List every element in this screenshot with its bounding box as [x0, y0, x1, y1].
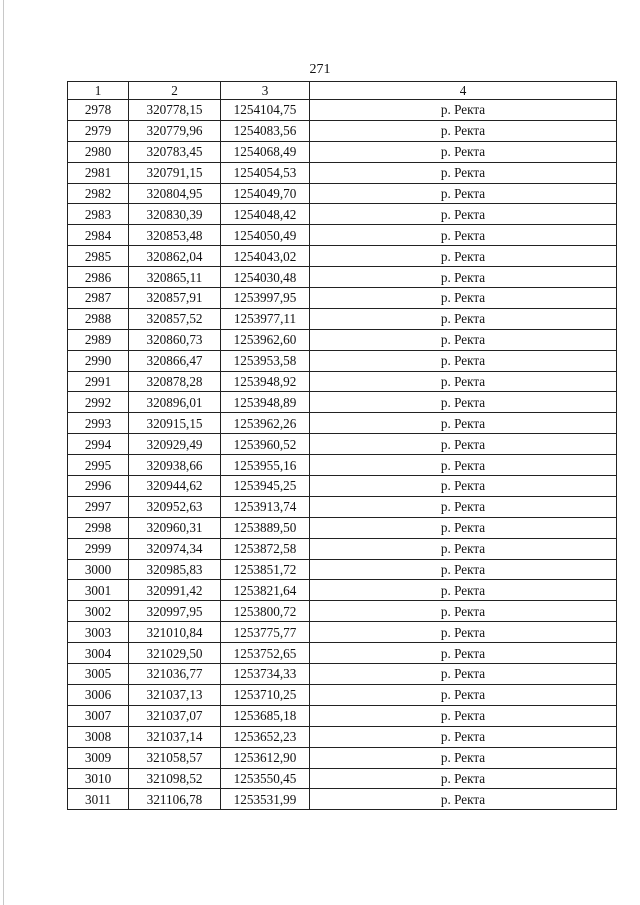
- y-coordinate-cell: 1254104,75: [221, 100, 310, 121]
- table-row: [68, 496, 617, 517]
- point-number-cell: 2989: [68, 329, 129, 350]
- x-coordinate-cell: 321037,07: [129, 705, 221, 726]
- description-cell: р. Ректа: [310, 747, 617, 768]
- table-row: [68, 100, 617, 121]
- description-cell: р. Ректа: [310, 684, 617, 705]
- y-coordinate-cell: 1253612,90: [221, 747, 310, 768]
- x-coordinate-cell: 321037,13: [129, 684, 221, 705]
- x-coordinate-cell: 320974,34: [129, 538, 221, 559]
- point-number-cell: 3011: [68, 789, 129, 810]
- table-row: [68, 434, 617, 455]
- description-cell: р. Ректа: [310, 768, 617, 789]
- page-number: 271: [309, 62, 331, 77]
- description-cell: р. Ректа: [310, 392, 617, 413]
- x-coordinate-cell: 321098,52: [129, 768, 221, 789]
- point-number-cell: 3003: [68, 622, 129, 643]
- y-coordinate-cell: 1253652,23: [221, 726, 310, 747]
- column-header: 1: [68, 82, 129, 100]
- point-number-cell: 2994: [68, 434, 129, 455]
- description-cell: р. Ректа: [310, 141, 617, 162]
- x-coordinate-cell: 320830,39: [129, 204, 221, 225]
- description-cell: р. Ректа: [310, 705, 617, 726]
- point-number-cell: 3004: [68, 643, 129, 664]
- y-coordinate-cell: 1254083,56: [221, 120, 310, 141]
- x-coordinate-cell: 320991,42: [129, 580, 221, 601]
- description-cell: р. Ректа: [310, 183, 617, 204]
- y-coordinate-cell: 1253821,64: [221, 580, 310, 601]
- point-number-cell: 2979: [68, 120, 129, 141]
- x-coordinate-cell: 320896,01: [129, 392, 221, 413]
- coordinates-table: [67, 81, 617, 810]
- y-coordinate-cell: 1253913,74: [221, 496, 310, 517]
- point-number-cell: 2988: [68, 308, 129, 329]
- x-coordinate-cell: 320997,95: [129, 601, 221, 622]
- x-coordinate-cell: 321036,77: [129, 664, 221, 685]
- description-cell: р. Ректа: [310, 601, 617, 622]
- description-cell: р. Ректа: [310, 225, 617, 246]
- table-row: [68, 455, 617, 476]
- x-coordinate-cell: 320985,83: [129, 559, 221, 580]
- table-row: [68, 664, 617, 685]
- x-coordinate-cell: 320878,28: [129, 371, 221, 392]
- x-coordinate-cell: 321010,84: [129, 622, 221, 643]
- table-row: [68, 246, 617, 267]
- table-row: [68, 705, 617, 726]
- description-cell: р. Ректа: [310, 413, 617, 434]
- table-row: [68, 643, 617, 664]
- y-coordinate-cell: 1254068,49: [221, 141, 310, 162]
- table-row: [68, 517, 617, 538]
- description-cell: р. Ректа: [310, 434, 617, 455]
- y-coordinate-cell: 1253872,58: [221, 538, 310, 559]
- description-cell: р. Ректа: [310, 455, 617, 476]
- point-number-cell: 2978: [68, 100, 129, 121]
- table-row: [68, 288, 617, 309]
- y-coordinate-cell: 1254030,48: [221, 267, 310, 288]
- description-cell: р. Ректа: [310, 622, 617, 643]
- x-coordinate-cell: 320929,49: [129, 434, 221, 455]
- point-number-cell: 2993: [68, 413, 129, 434]
- table-row: [68, 308, 617, 329]
- y-coordinate-cell: 1253960,52: [221, 434, 310, 455]
- point-number-cell: 3009: [68, 747, 129, 768]
- x-coordinate-cell: 320791,15: [129, 162, 221, 183]
- description-cell: р. Ректа: [310, 308, 617, 329]
- table-body: [68, 100, 617, 810]
- y-coordinate-cell: 1253685,18: [221, 705, 310, 726]
- description-cell: р. Ректа: [310, 288, 617, 309]
- x-coordinate-cell: 320866,47: [129, 350, 221, 371]
- x-coordinate-cell: 320944,62: [129, 476, 221, 497]
- point-number-cell: 2984: [68, 225, 129, 246]
- point-number-cell: 2997: [68, 496, 129, 517]
- y-coordinate-cell: 1254048,42: [221, 204, 310, 225]
- y-coordinate-cell: 1253889,50: [221, 517, 310, 538]
- description-cell: р. Ректа: [310, 329, 617, 350]
- table-row: [68, 747, 617, 768]
- scan-left-edge: [3, 0, 4, 905]
- x-coordinate-cell: 320783,45: [129, 141, 221, 162]
- table-row: [68, 267, 617, 288]
- column-header: 4: [310, 82, 617, 100]
- x-coordinate-cell: 321037,14: [129, 726, 221, 747]
- point-number-cell: 2991: [68, 371, 129, 392]
- description-cell: р. Ректа: [310, 580, 617, 601]
- table-row: [68, 141, 617, 162]
- y-coordinate-cell: 1253775,77: [221, 622, 310, 643]
- y-coordinate-cell: 1253948,92: [221, 371, 310, 392]
- point-number-cell: 2995: [68, 455, 129, 476]
- description-cell: р. Ректа: [310, 204, 617, 225]
- table-row: [68, 476, 617, 497]
- point-number-cell: 3001: [68, 580, 129, 601]
- x-coordinate-cell: 320804,95: [129, 183, 221, 204]
- point-number-cell: 3010: [68, 768, 129, 789]
- x-coordinate-cell: 320960,31: [129, 517, 221, 538]
- y-coordinate-cell: 1253997,95: [221, 288, 310, 309]
- point-number-cell: 2985: [68, 246, 129, 267]
- table-row: [68, 371, 617, 392]
- x-coordinate-cell: 320857,52: [129, 308, 221, 329]
- table-row: [68, 183, 617, 204]
- description-cell: р. Ректа: [310, 789, 617, 810]
- y-coordinate-cell: 1253550,45: [221, 768, 310, 789]
- x-coordinate-cell: 321058,57: [129, 747, 221, 768]
- point-number-cell: 2987: [68, 288, 129, 309]
- description-cell: р. Ректа: [310, 496, 617, 517]
- table-row: [68, 329, 617, 350]
- y-coordinate-cell: 1254050,49: [221, 225, 310, 246]
- y-coordinate-cell: 1253945,25: [221, 476, 310, 497]
- y-coordinate-cell: 1254054,53: [221, 162, 310, 183]
- point-number-cell: 2986: [68, 267, 129, 288]
- point-number-cell: 2983: [68, 204, 129, 225]
- y-coordinate-cell: 1253977,11: [221, 308, 310, 329]
- y-coordinate-cell: 1253851,72: [221, 559, 310, 580]
- x-coordinate-cell: 320865,11: [129, 267, 221, 288]
- x-coordinate-cell: 320778,15: [129, 100, 221, 121]
- point-number-cell: 3005: [68, 664, 129, 685]
- y-coordinate-cell: 1253752,65: [221, 643, 310, 664]
- table-row: [68, 225, 617, 246]
- y-coordinate-cell: 1253948,89: [221, 392, 310, 413]
- table-row: [68, 622, 617, 643]
- table-row: [68, 120, 617, 141]
- point-number-cell: 2992: [68, 392, 129, 413]
- x-coordinate-cell: 320952,63: [129, 496, 221, 517]
- table-row: [68, 580, 617, 601]
- x-coordinate-cell: 320857,91: [129, 288, 221, 309]
- x-coordinate-cell: 320860,73: [129, 329, 221, 350]
- description-cell: р. Ректа: [310, 538, 617, 559]
- column-header: 3: [221, 82, 310, 100]
- table-row: [68, 204, 617, 225]
- y-coordinate-cell: 1254049,70: [221, 183, 310, 204]
- table-row: [68, 162, 617, 183]
- description-cell: р. Ректа: [310, 726, 617, 747]
- table-row: [68, 350, 617, 371]
- table-row: [68, 538, 617, 559]
- table-row: [68, 392, 617, 413]
- point-number-cell: 2982: [68, 183, 129, 204]
- table-row: [68, 768, 617, 789]
- x-coordinate-cell: 321029,50: [129, 643, 221, 664]
- y-coordinate-cell: 1253734,33: [221, 664, 310, 685]
- table-header-row: [68, 82, 617, 100]
- y-coordinate-cell: 1253800,72: [221, 601, 310, 622]
- y-coordinate-cell: 1253955,16: [221, 455, 310, 476]
- point-number-cell: 2980: [68, 141, 129, 162]
- point-number-cell: 2998: [68, 517, 129, 538]
- description-cell: р. Ректа: [310, 643, 617, 664]
- description-cell: р. Ректа: [310, 246, 617, 267]
- y-coordinate-cell: 1253531,99: [221, 789, 310, 810]
- description-cell: р. Ректа: [310, 476, 617, 497]
- point-number-cell: 3002: [68, 601, 129, 622]
- x-coordinate-cell: 320915,15: [129, 413, 221, 434]
- table-row: [68, 601, 617, 622]
- y-coordinate-cell: 1254043,02: [221, 246, 310, 267]
- description-cell: р. Ректа: [310, 162, 617, 183]
- column-header: 2: [129, 82, 221, 100]
- y-coordinate-cell: 1253710,25: [221, 684, 310, 705]
- description-cell: р. Ректа: [310, 267, 617, 288]
- y-coordinate-cell: 1253953,58: [221, 350, 310, 371]
- point-number-cell: 3000: [68, 559, 129, 580]
- description-cell: р. Ректа: [310, 100, 617, 121]
- y-coordinate-cell: 1253962,60: [221, 329, 310, 350]
- description-cell: р. Ректа: [310, 371, 617, 392]
- point-number-cell: 3007: [68, 705, 129, 726]
- point-number-cell: 3006: [68, 684, 129, 705]
- description-cell: р. Ректа: [310, 120, 617, 141]
- table-row: [68, 559, 617, 580]
- table-row: [68, 726, 617, 747]
- description-cell: р. Ректа: [310, 350, 617, 371]
- description-cell: р. Ректа: [310, 559, 617, 580]
- point-number-cell: 2999: [68, 538, 129, 559]
- table-row: [68, 684, 617, 705]
- point-number-cell: 2990: [68, 350, 129, 371]
- x-coordinate-cell: 320938,66: [129, 455, 221, 476]
- x-coordinate-cell: 320779,96: [129, 120, 221, 141]
- point-number-cell: 2981: [68, 162, 129, 183]
- table-row: [68, 789, 617, 810]
- x-coordinate-cell: 321106,78: [129, 789, 221, 810]
- point-number-cell: 2996: [68, 476, 129, 497]
- description-cell: р. Ректа: [310, 517, 617, 538]
- x-coordinate-cell: 320853,48: [129, 225, 221, 246]
- table-row: [68, 413, 617, 434]
- point-number-cell: 3008: [68, 726, 129, 747]
- description-cell: р. Ректа: [310, 664, 617, 685]
- y-coordinate-cell: 1253962,26: [221, 413, 310, 434]
- x-coordinate-cell: 320862,04: [129, 246, 221, 267]
